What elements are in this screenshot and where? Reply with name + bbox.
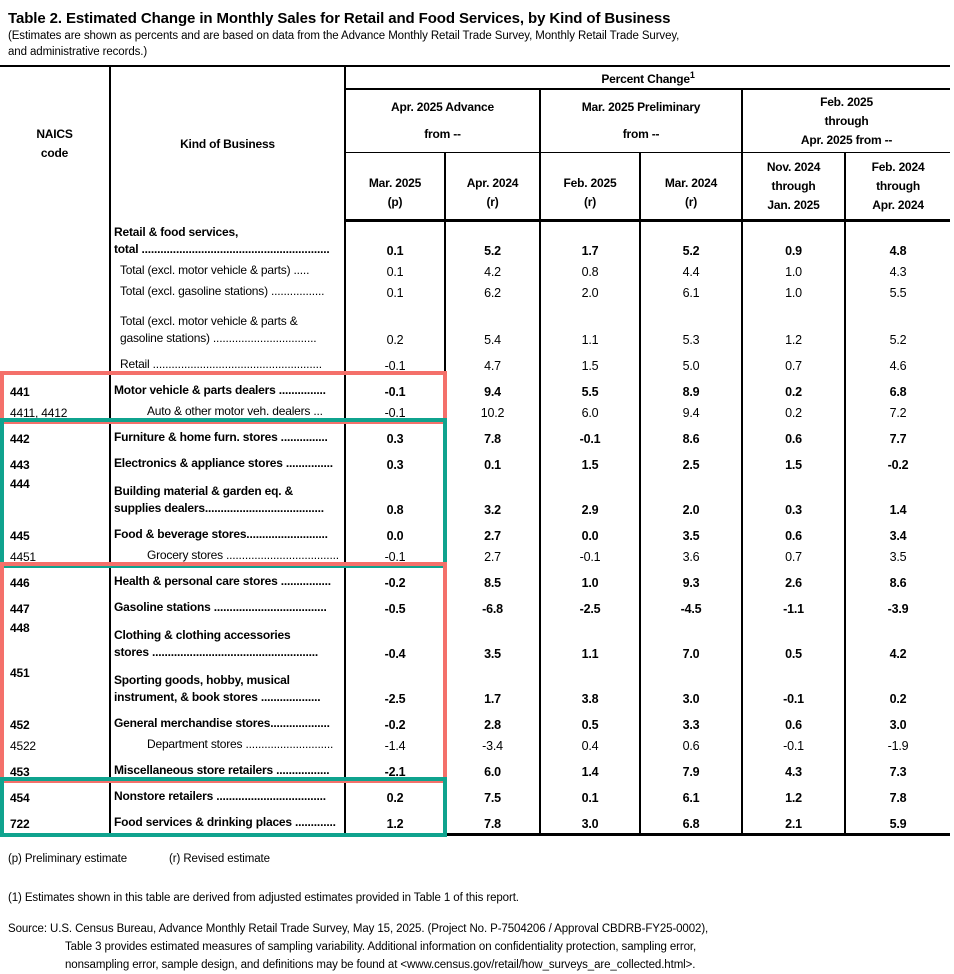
value-cell: 1.2 bbox=[742, 302, 845, 349]
value-cell: -0.1 bbox=[540, 422, 640, 448]
business-label-cell bbox=[110, 755, 345, 781]
table-row bbox=[0, 302, 950, 349]
value-cell: 4.6 bbox=[845, 349, 950, 375]
value-cell: 7.8 bbox=[845, 781, 950, 807]
value-cell: -0.1 bbox=[742, 734, 845, 755]
value-cell: 1.0 bbox=[742, 281, 845, 302]
value-cell: 0.8 bbox=[345, 474, 445, 519]
percent-change-header bbox=[345, 66, 950, 89]
business-label-line: Total (excl. motor vehicle & parts & bbox=[120, 314, 298, 328]
page-title: Table 2. Estimated Change in Monthly Sales for Retail and Food Services, by Kind of Business bbox=[8, 10, 671, 27]
column-header-line: (r) bbox=[486, 195, 499, 209]
group-header-feb-through-apr-2025 bbox=[742, 89, 950, 153]
value-cell: 0.1 bbox=[345, 221, 445, 261]
value-cell: 4.3 bbox=[845, 260, 950, 281]
naics-code-cell bbox=[0, 260, 110, 281]
business-label-line: instrument, & book stores ................... bbox=[114, 690, 321, 704]
value-cell: 1.1 bbox=[540, 618, 640, 663]
value-cell: -1.1 bbox=[742, 592, 845, 618]
group-header-line: Apr. 2025 from -- bbox=[800, 132, 893, 147]
value-cell: 7.7 bbox=[845, 422, 950, 448]
value-cell: 4.8 bbox=[845, 221, 950, 261]
value-cell: 1.1 bbox=[540, 302, 640, 349]
group-header-line: Apr. 2025 Advance bbox=[391, 100, 494, 114]
business-label-cell bbox=[110, 260, 345, 281]
value-cell: 6.1 bbox=[640, 281, 742, 302]
value-cell: 3.6 bbox=[640, 545, 742, 566]
value-cell: 7.9 bbox=[640, 755, 742, 781]
value-cell: 5.2 bbox=[640, 221, 742, 261]
value-cell: -0.1 bbox=[742, 663, 845, 708]
value-cell: 2.1 bbox=[742, 807, 845, 835]
naics-code-cell: 453 bbox=[10, 765, 30, 779]
value-cell: 0.6 bbox=[742, 519, 845, 545]
business-label-line: Miscellaneous store retailers ................. bbox=[114, 763, 330, 777]
column-header-line: Apr. 2024 bbox=[872, 197, 924, 212]
value-cell: -0.4 bbox=[345, 618, 445, 663]
business-label-cell bbox=[110, 566, 345, 592]
value-cell: 1.4 bbox=[540, 755, 640, 781]
percent-change-label: Percent Change bbox=[601, 71, 690, 86]
page-subtitle-line2: and administrative records.) bbox=[8, 46, 148, 58]
column-header-line: Feb. 2025 bbox=[563, 176, 617, 190]
table-row bbox=[0, 260, 950, 281]
value-cell: 0.2 bbox=[742, 375, 845, 401]
column-header-line: (r) bbox=[583, 195, 597, 209]
business-label-line: Retail & food services, bbox=[114, 225, 239, 239]
footnote-1: (1) Estimates shown in this table are derived from adjusted estimates provided in Table 1 of this report. bbox=[8, 892, 519, 904]
value-cell: 1.5 bbox=[742, 448, 845, 474]
naics-code-cell: 441 bbox=[10, 385, 30, 399]
business-label-cell bbox=[110, 545, 345, 566]
value-cell: 10.2 bbox=[445, 401, 540, 422]
value-cell: -3.4 bbox=[445, 734, 540, 755]
business-label-line: total ............................................................ bbox=[114, 242, 330, 256]
value-cell: 1.2 bbox=[345, 807, 445, 835]
business-label-line: Total (excl. motor vehicle & parts) ..... bbox=[120, 263, 310, 277]
value-cell: 4.2 bbox=[445, 260, 540, 281]
value-cell: 1.0 bbox=[540, 566, 640, 592]
business-label-cell bbox=[110, 781, 345, 807]
value-cell: 7.8 bbox=[445, 422, 540, 448]
value-cell: -0.2 bbox=[345, 708, 445, 734]
naics-code-cell: 4522 bbox=[10, 739, 36, 753]
footnote-revised: (r) Revised estimate bbox=[169, 853, 270, 865]
business-label-cell bbox=[110, 592, 345, 618]
value-cell: -2.5 bbox=[540, 592, 640, 618]
value-cell: 9.3 bbox=[640, 566, 742, 592]
value-cell: -4.5 bbox=[640, 592, 742, 618]
value-cell: 0.1 bbox=[445, 448, 540, 474]
value-cell: 1.5 bbox=[540, 349, 640, 375]
footnote-preliminary: (p) Preliminary estimate bbox=[8, 853, 128, 865]
value-cell: 0.3 bbox=[345, 422, 445, 448]
value-cell: 1.7 bbox=[445, 663, 540, 708]
value-cell: -2.1 bbox=[345, 755, 445, 781]
value-cell: -1.4 bbox=[345, 734, 445, 755]
business-label-line: Retail ...................................................... bbox=[120, 357, 322, 371]
naics-code-cell: 452 bbox=[10, 718, 30, 732]
percent-change-footnote-marker: 1 bbox=[689, 69, 695, 80]
table-row bbox=[0, 781, 950, 807]
group-header-line: from -- bbox=[424, 127, 461, 141]
value-cell: 8.5 bbox=[445, 566, 540, 592]
value-cell: 0.0 bbox=[345, 519, 445, 545]
page-subtitle bbox=[0, 28, 954, 60]
business-label-cell bbox=[110, 519, 345, 545]
value-cell: 5.2 bbox=[845, 302, 950, 349]
business-label-cell bbox=[110, 375, 345, 401]
table-row bbox=[0, 618, 950, 663]
value-cell: 7.3 bbox=[845, 755, 950, 781]
value-cell: 3.5 bbox=[640, 519, 742, 545]
value-cell: 3.8 bbox=[540, 663, 640, 708]
value-cell: 8.6 bbox=[845, 566, 950, 592]
business-label-line: Department stores ............................ bbox=[147, 737, 334, 751]
retail-sales-table bbox=[0, 65, 950, 836]
naics-code-cell bbox=[0, 302, 110, 349]
business-label-cell bbox=[110, 422, 345, 448]
kind-of-business-header: Kind of Business bbox=[110, 66, 345, 221]
value-cell: 3.0 bbox=[640, 663, 742, 708]
value-cell: -6.8 bbox=[445, 592, 540, 618]
naics-code-cell bbox=[0, 349, 110, 375]
naics-code-cell: 448 bbox=[10, 621, 30, 635]
business-label-line: Building material & garden eq. & bbox=[114, 484, 293, 498]
page-subtitle-line1: (Estimates are shown as percents and are based on data from the Advance Monthly Retail Trade Survey, Monthly Retail Trade Survey, bbox=[8, 30, 680, 42]
column-header-apr-2024-r bbox=[445, 153, 540, 221]
value-cell: 0.5 bbox=[742, 618, 845, 663]
business-label-line: Sporting goods, hobby, musical bbox=[114, 673, 290, 687]
value-cell: 2.7 bbox=[445, 545, 540, 566]
column-header-line: through bbox=[771, 178, 816, 193]
table-row bbox=[0, 281, 950, 302]
business-label-cell bbox=[110, 708, 345, 734]
business-label-line: Total (excl. gasoline stations) ................. bbox=[120, 284, 325, 298]
value-cell: 0.2 bbox=[742, 401, 845, 422]
value-cell: 1.4 bbox=[845, 474, 950, 519]
business-label-cell bbox=[110, 474, 345, 519]
group-header-line: from -- bbox=[622, 127, 660, 141]
value-cell: 5.5 bbox=[540, 375, 640, 401]
value-cell: 3.3 bbox=[640, 708, 742, 734]
value-cell: 3.4 bbox=[845, 519, 950, 545]
value-cell: 0.6 bbox=[640, 734, 742, 755]
business-label-cell bbox=[110, 302, 345, 349]
table-row bbox=[0, 474, 950, 519]
table-row bbox=[0, 545, 950, 566]
value-cell: -0.1 bbox=[345, 375, 445, 401]
business-label-line: Gasoline stations .................................... bbox=[114, 600, 327, 614]
business-label-line: supplies dealers...................................... bbox=[114, 501, 324, 515]
column-header-line: Mar. 2025 bbox=[368, 176, 422, 190]
naics-code-cell: 451 bbox=[10, 666, 30, 680]
value-cell: 3.5 bbox=[445, 618, 540, 663]
value-cell: 0.9 bbox=[742, 221, 845, 261]
value-cell: 5.3 bbox=[640, 302, 742, 349]
business-label-line: Motor vehicle & parts dealers ............... bbox=[114, 383, 326, 397]
group-header-line: Feb. 2025 bbox=[820, 94, 873, 109]
value-cell: 3.5 bbox=[845, 545, 950, 566]
naics-code-cell: 442 bbox=[10, 432, 30, 446]
business-label-line: gasoline stations) ................................. bbox=[120, 331, 317, 345]
table-body bbox=[0, 221, 950, 835]
column-header-line: Apr. 2024 bbox=[466, 176, 519, 190]
table-row bbox=[0, 375, 950, 401]
value-cell: 1.0 bbox=[742, 260, 845, 281]
value-cell: 2.7 bbox=[445, 519, 540, 545]
naics-code-cell: 446 bbox=[10, 576, 30, 590]
value-cell: 6.0 bbox=[445, 755, 540, 781]
business-label-line: Clothing & clothing accessories bbox=[114, 628, 291, 642]
value-cell: 4.2 bbox=[845, 618, 950, 663]
value-cell: 0.6 bbox=[742, 708, 845, 734]
value-cell: 0.3 bbox=[345, 448, 445, 474]
column-header-line: Jan. 2025 bbox=[767, 197, 820, 212]
table-row bbox=[0, 807, 950, 835]
naics-code-cell: 4451 bbox=[10, 550, 36, 564]
table-row bbox=[0, 566, 950, 592]
business-label-cell bbox=[110, 618, 345, 663]
value-cell: 7.0 bbox=[640, 618, 742, 663]
value-cell: 0.2 bbox=[345, 302, 445, 349]
value-cell: 3.0 bbox=[845, 708, 950, 734]
naics-code-cell bbox=[0, 281, 110, 302]
business-label-cell bbox=[110, 663, 345, 708]
business-label-line: Health & personal care stores ................ bbox=[114, 574, 331, 588]
business-label-line: Nonstore retailers ................................... bbox=[114, 789, 326, 803]
business-label-cell bbox=[110, 807, 345, 835]
value-cell: 0.6 bbox=[742, 422, 845, 448]
business-label-line: Food & beverage stores.......................... bbox=[114, 527, 328, 541]
business-label-cell bbox=[110, 349, 345, 375]
value-cell: 2.5 bbox=[640, 448, 742, 474]
naics-code-cell: 722 bbox=[0, 807, 110, 835]
value-cell: 7.5 bbox=[445, 781, 540, 807]
value-cell: 0.7 bbox=[742, 349, 845, 375]
value-cell: -0.1 bbox=[540, 545, 640, 566]
value-cell: -0.5 bbox=[345, 592, 445, 618]
business-label-cell bbox=[110, 734, 345, 755]
value-cell: 6.1 bbox=[640, 781, 742, 807]
table-row bbox=[0, 708, 950, 734]
business-label-line: Food services & drinking places ............. bbox=[114, 815, 336, 829]
column-header-line: Nov. 2024 bbox=[766, 159, 821, 174]
value-cell: 8.6 bbox=[640, 422, 742, 448]
group-header-mar-2025-preliminary bbox=[540, 89, 742, 153]
table-row bbox=[0, 663, 950, 708]
table-2-container bbox=[0, 65, 954, 836]
value-cell: 5.9 bbox=[845, 807, 950, 835]
value-cell: 5.5 bbox=[845, 281, 950, 302]
value-cell: 3.0 bbox=[540, 807, 640, 835]
value-cell: 3.2 bbox=[445, 474, 540, 519]
value-cell: 0.7 bbox=[742, 545, 845, 566]
value-cell: 6.8 bbox=[845, 375, 950, 401]
source-line-2: Table 3 provides estimated measures of sampling variability. Additional information on confidentiality protection, sampling error, bbox=[65, 941, 697, 953]
value-cell: 0.3 bbox=[742, 474, 845, 519]
table-row bbox=[0, 592, 950, 618]
business-label-line: Furniture & home furn. stores ............... bbox=[114, 430, 328, 444]
value-cell: -1.9 bbox=[845, 734, 950, 755]
group-header-line: Mar. 2025 Preliminary bbox=[581, 100, 701, 114]
footnote-estimate-types bbox=[8, 853, 954, 865]
table-row bbox=[0, 448, 950, 474]
value-cell: 6.8 bbox=[640, 807, 742, 835]
column-header-feb-2024-apr-2024 bbox=[845, 153, 950, 221]
value-cell: 0.4 bbox=[540, 734, 640, 755]
source-line-3: nonsampling error, sample design, and definitions may be found at <www.census.gov/retail/how_surveys_are_collected.html>. bbox=[65, 959, 696, 971]
value-cell: 2.6 bbox=[742, 566, 845, 592]
column-header-mar-2024-r bbox=[640, 153, 742, 221]
table-row bbox=[0, 755, 950, 781]
value-cell: -0.1 bbox=[345, 401, 445, 422]
value-cell: 0.8 bbox=[540, 260, 640, 281]
value-cell: -0.1 bbox=[345, 545, 445, 566]
naics-code-cell: 444 bbox=[10, 477, 30, 491]
footnotes bbox=[0, 853, 954, 974]
value-cell: 4.7 bbox=[445, 349, 540, 375]
business-label-cell bbox=[110, 281, 345, 302]
business-label-cell bbox=[110, 221, 345, 261]
column-header-mar-2025-p bbox=[345, 153, 445, 221]
value-cell: 0.1 bbox=[540, 781, 640, 807]
value-cell: 5.2 bbox=[445, 221, 540, 261]
naics-code-cell: 445 bbox=[10, 529, 30, 543]
value-cell: 1.2 bbox=[742, 781, 845, 807]
value-cell: 1.7 bbox=[540, 221, 640, 261]
value-cell: 0.2 bbox=[345, 781, 445, 807]
group-header-line: through bbox=[824, 113, 869, 128]
value-cell: 0.5 bbox=[540, 708, 640, 734]
value-cell: -0.1 bbox=[345, 349, 445, 375]
value-cell: -0.2 bbox=[345, 566, 445, 592]
value-cell: 5.0 bbox=[640, 349, 742, 375]
footnote-source bbox=[8, 920, 954, 974]
value-cell: 0.1 bbox=[345, 281, 445, 302]
naics-code-cell: 454 bbox=[10, 791, 30, 805]
value-cell: 5.4 bbox=[445, 302, 540, 349]
column-header-feb-2025-r bbox=[540, 153, 640, 221]
value-cell: 7.2 bbox=[845, 401, 950, 422]
value-cell: 6.0 bbox=[540, 401, 640, 422]
value-cell: 2.9 bbox=[540, 474, 640, 519]
source-line-1: Source: U.S. Census Bureau, Advance Monthly Retail Trade Survey, May 15, 2025. (Project No. P-7504206 / Approval CBDRB-FY25-0002), bbox=[8, 923, 709, 935]
naics-code-cell: 447 bbox=[10, 602, 30, 616]
table-row bbox=[0, 221, 950, 261]
value-cell: 9.4 bbox=[640, 401, 742, 422]
table-row bbox=[0, 422, 950, 448]
business-label-line: Grocery stores .................................... bbox=[147, 548, 339, 562]
column-header-nov-2024-jan-2025 bbox=[742, 153, 845, 221]
column-header-line: (p) bbox=[387, 195, 403, 209]
value-cell: 1.5 bbox=[540, 448, 640, 474]
business-label-line: General merchandise stores................... bbox=[114, 716, 330, 730]
table-row bbox=[0, 349, 950, 375]
column-header-line: Feb. 2024 bbox=[871, 159, 925, 174]
naics-code-header bbox=[0, 66, 110, 221]
naics-header-line1: NAICS bbox=[36, 126, 73, 141]
value-cell: 0.1 bbox=[345, 260, 445, 281]
value-cell: 4.3 bbox=[742, 755, 845, 781]
value-cell: 6.2 bbox=[445, 281, 540, 302]
business-label-line: Electronics & appliance stores ............... bbox=[114, 456, 333, 470]
group-header-apr-2025-advance bbox=[345, 89, 540, 153]
value-cell: 0.2 bbox=[845, 663, 950, 708]
business-label-cell bbox=[110, 448, 345, 474]
value-cell: 2.0 bbox=[640, 474, 742, 519]
value-cell: -0.2 bbox=[845, 448, 950, 474]
naics-code-cell bbox=[0, 221, 110, 261]
column-header-line: Mar. 2024 bbox=[664, 176, 718, 190]
value-cell: 0.0 bbox=[540, 519, 640, 545]
value-cell: 2.0 bbox=[540, 281, 640, 302]
table-header bbox=[0, 66, 950, 221]
business-label-cell bbox=[110, 401, 345, 422]
value-cell: 7.8 bbox=[445, 807, 540, 835]
business-label-line: stores ..................................................... bbox=[114, 645, 319, 659]
column-header-line: (r) bbox=[684, 195, 698, 209]
naics-code-cell: 4411, 4412 bbox=[10, 406, 68, 420]
value-cell: -2.5 bbox=[345, 663, 445, 708]
value-cell: 8.9 bbox=[640, 375, 742, 401]
column-header-line: through bbox=[876, 178, 920, 193]
value-cell: 4.4 bbox=[640, 260, 742, 281]
table-row bbox=[0, 519, 950, 545]
naics-code-cell: 443 bbox=[10, 458, 30, 472]
value-cell: 9.4 bbox=[445, 375, 540, 401]
table-row bbox=[0, 734, 950, 755]
value-cell: -3.9 bbox=[845, 592, 950, 618]
value-cell: 2.8 bbox=[445, 708, 540, 734]
business-label-line: Auto & other motor veh. dealers ... bbox=[147, 404, 323, 418]
table-row bbox=[0, 401, 950, 422]
naics-header-line2: code bbox=[40, 145, 69, 160]
